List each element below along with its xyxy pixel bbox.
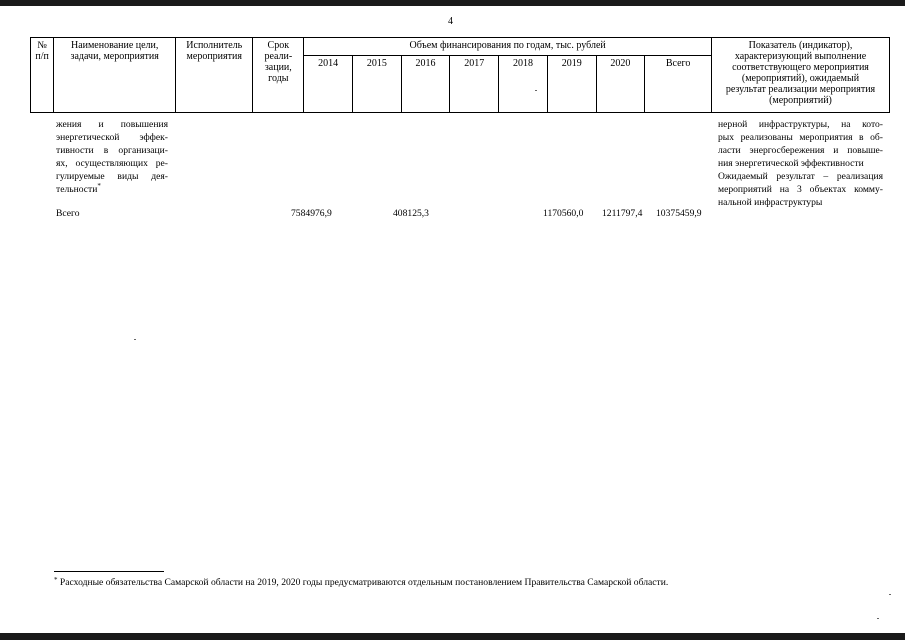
header-no-line: № — [37, 40, 47, 51]
scan-speck — [535, 90, 537, 91]
header-term — [253, 38, 304, 113]
header-exec-line: Исполнитель — [186, 40, 243, 51]
header-executor — [176, 38, 253, 113]
total-2014: 7584976,9 — [291, 208, 332, 219]
text-line: энергетической эффек- — [56, 132, 168, 143]
text-line: гулируемые виды дея- — [56, 171, 168, 182]
text-line: ях, осуществляющих ре- — [56, 158, 168, 169]
scan-bottom-border — [0, 633, 905, 640]
financing-table-header — [30, 37, 890, 113]
text-line-last — [56, 183, 168, 196]
footnote-mark: * — [97, 182, 101, 190]
text-line: нерной инфраструктуры, на кото- — [718, 119, 883, 130]
header-indicator — [711, 38, 889, 113]
footnote — [54, 577, 668, 589]
measure-name-continuation — [56, 118, 168, 196]
scan-speck — [877, 618, 879, 619]
total-row-label: Всего — [56, 208, 80, 219]
header-indicator-line: характеризующий выполнение — [734, 51, 867, 62]
text-line: ласти энергосбережения и повыше- — [718, 145, 883, 156]
total-2020: 1211797,4 — [602, 208, 643, 219]
header-year-2020: 2020 — [596, 56, 645, 113]
header-year-2015: 2015 — [352, 56, 401, 113]
footnote-separator — [54, 571, 164, 572]
header-indicator-line: соответствующего мероприятия — [732, 62, 869, 73]
footnote-text: Расходные обязательства Самарской области на 2019, 2020 годы предусматриваются отдельным постановлением Правительства Самарской области. — [59, 577, 669, 588]
header-year-2018: 2018 — [499, 56, 548, 113]
header-year-2016: 2016 — [401, 56, 450, 113]
header-name-line: задачи, мероприятия — [70, 51, 159, 62]
header-year-2014: 2014 — [304, 56, 353, 113]
text-line: тельности — [56, 184, 98, 195]
header-year-total: Всего — [645, 56, 712, 113]
header-year-2019: 2019 — [547, 56, 596, 113]
page-number: 4 — [448, 16, 453, 27]
header-term-line: Срок — [267, 40, 290, 51]
text-line: нальной инфраструктуры — [718, 197, 823, 208]
text-line: Ожидаемый результат – реализация — [718, 171, 883, 182]
scan-speck — [889, 594, 891, 595]
scan-speck — [134, 339, 136, 340]
header-term-line: зации, — [264, 62, 292, 73]
indicator-continuation — [718, 118, 883, 209]
header-term-line: годы — [268, 73, 289, 84]
text-line: рых реализованы мероприятия в об- — [718, 132, 883, 143]
header-exec-line: мероприятия — [186, 51, 242, 62]
header-indicator-line: (мероприятий) — [769, 95, 832, 106]
scan-top-border — [0, 0, 905, 6]
footnote-mark: * — [54, 576, 58, 584]
header-year-2017: 2017 — [450, 56, 499, 113]
total-2016: 408125,3 — [393, 208, 429, 219]
text-line: ния энергетической эффективности — [718, 158, 864, 169]
header-indicator-line: (мероприятий), ожидаемый — [741, 73, 860, 84]
header-indicator-line: результат реализации мероприятия — [725, 84, 876, 95]
total-all-years: 10375459,9 — [656, 208, 702, 219]
text-line: мероприятий на 3 объектах комму- — [718, 184, 883, 195]
header-no — [31, 38, 54, 113]
header-name — [54, 38, 176, 113]
header-indicator-line: Показатель (индикатор), — [748, 40, 853, 51]
header-financing: Объем финансирования по годам, тыс. рублей — [304, 38, 712, 56]
total-2019: 1170560,0 — [543, 208, 584, 219]
header-no-line: п/п — [35, 51, 49, 62]
text-line: жения и повышения — [56, 119, 168, 130]
header-name-line: Наименование цели, — [70, 40, 159, 51]
text-line: тивности в организаци- — [56, 145, 168, 156]
header-term-line: реали- — [264, 51, 293, 62]
